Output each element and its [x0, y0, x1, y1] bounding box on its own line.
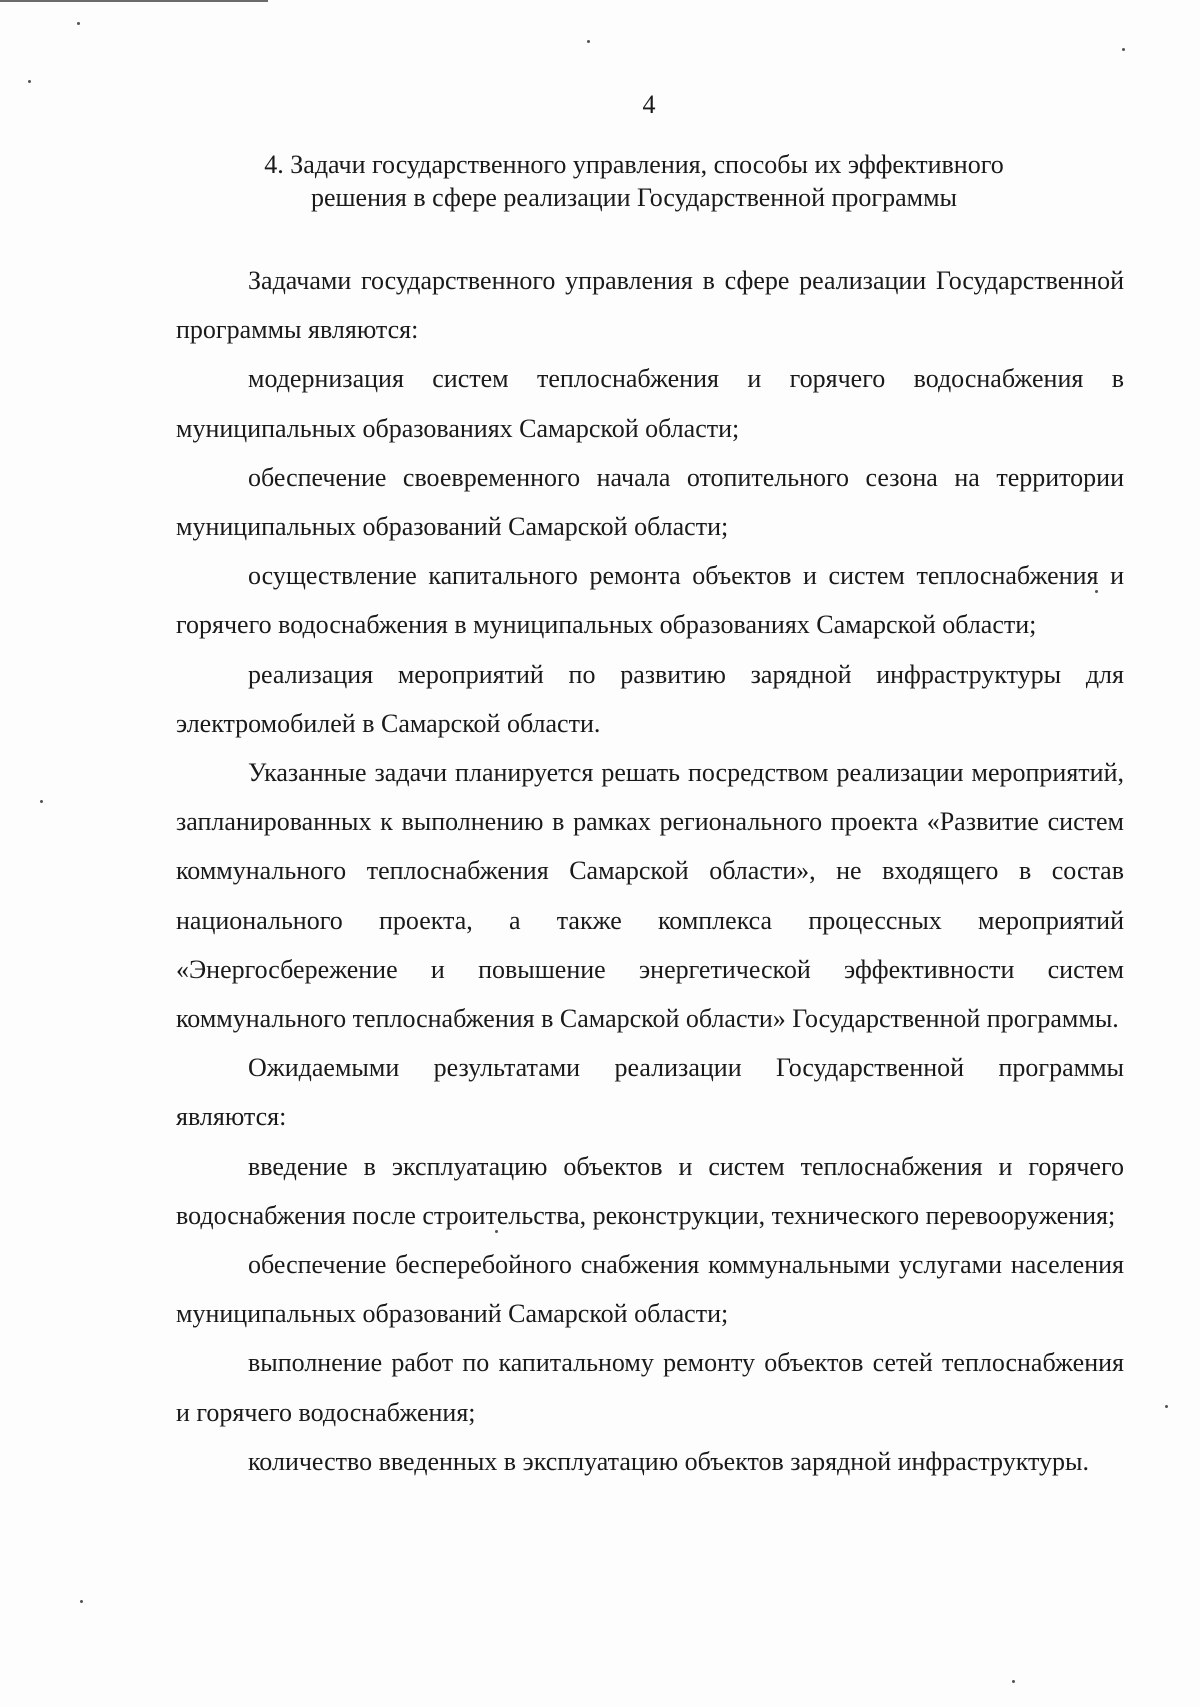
scan-speck	[587, 40, 590, 43]
paragraph-result-repair-works: выполнение работ по капитальному ремонту объектов сетей теплоснабжения и горячего водоснабжения;	[176, 1348, 1124, 1427]
paragraph-task-heating-season: обеспечение своевременного начала отопительного сезона на территории муниципальных образований Самарской области;	[176, 462, 1124, 542]
paragraph-task-capital-repair: осуществление капитального ремонта объектов и систем теплоснабжения и горячего водоснабжения в муниципальных образованиях Самарской области;	[176, 561, 1124, 640]
heading-line-2: решения в сфере реализации Государственной программы	[310, 183, 958, 212]
scan-speck	[40, 800, 43, 803]
scan-edge-line	[0, 0, 268, 2]
paragraph-tasks-implementation: Указанные задачи планируется решать посредством реализации мероприятий, запланированных к выполнению в рамках регионального проекта «Развитие систем коммунального теплоснабжения Самарской области», не входящего в состав национального проекта, а также комплекса процессных мероприятий «Энергосбережение и повышение энергетической эффективности систем коммунального теплоснабжения в Самарской области» Государственной программы.	[176, 758, 1124, 1034]
paragraph-task-modernization: модернизация систем теплоснабжения и горячего водоснабжения в муниципальных образованиях Самарской области;	[176, 364, 1124, 443]
scan-speck	[1095, 590, 1098, 593]
paragraph-result-uninterrupted-supply: обеспечение бесперебойного снабжения коммунальными услугами населения муниципальных образований Самарской области;	[176, 1250, 1124, 1329]
scan-speck	[80, 1600, 83, 1603]
scan-speck	[1122, 48, 1125, 51]
page-number: 4	[642, 90, 656, 119]
scan-speck	[28, 80, 31, 83]
body-text	[176, 256, 1124, 1486]
scan-speck	[77, 22, 80, 25]
scan-speck	[1012, 1680, 1015, 1683]
scan-speck	[1165, 1405, 1168, 1408]
paragraph-task-charging-infrastructure: реализация мероприятий по развитию зарядной инфраструктуры для электромобилей в Самарской области.	[176, 659, 1124, 738]
paragraph-result-charging-objects: количество введенных в эксплуатацию объектов зарядной инфраструктуры.	[248, 1446, 1089, 1476]
scan-speck	[495, 1230, 498, 1233]
paragraph-result-commissioning: введение в эксплуатацию объектов и систем теплоснабжения и горячего водоснабжения после строительства, реконструкции, технического перевооружения;	[176, 1151, 1124, 1230]
heading-line-1: 4. Задачи государственного управления, способы их эффективного	[264, 150, 1004, 179]
section-heading	[170, 148, 1098, 214]
paragraph-results-intro: Ожидаемыми результатами реализации Государственной программы являются:	[176, 1053, 1124, 1132]
paragraph-tasks-intro: Задачами государственного управления в сфере реализации Государственной программы являются:	[176, 266, 1124, 345]
